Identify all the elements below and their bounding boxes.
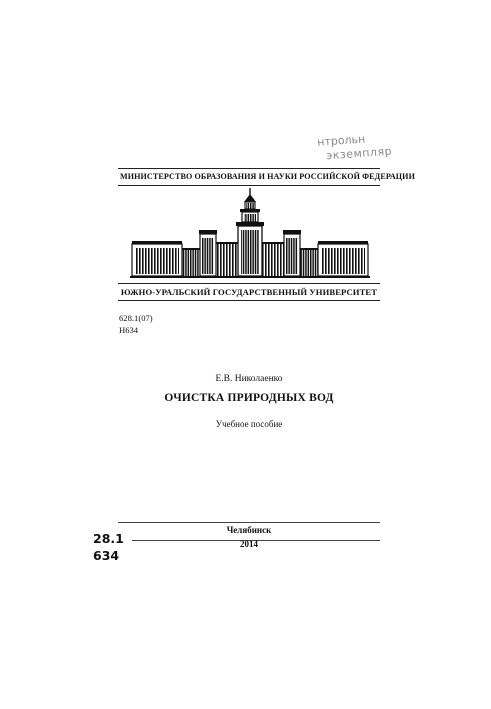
book-title: ОЧИСТКА ПРИРОДНЫХ ВОД — [164, 392, 334, 404]
footer-rule-top — [118, 522, 380, 523]
udc-code: 628.1(07) — [119, 313, 153, 323]
university-name: ЮЖНО-УРАЛЬСКИЙ ГОСУДАРСТВЕННЫЙ УНИВЕРСИТЕТ — [120, 287, 378, 297]
side-code-bottom: 634 — [93, 548, 120, 563]
university-building-icon — [130, 188, 370, 284]
stamp-line-1: нтрольн — [316, 132, 366, 149]
book-author: Е.В. Николаенко — [215, 374, 283, 384]
header-rule-bottom — [118, 185, 380, 186]
book-subtitle: Учебное пособие — [215, 419, 283, 429]
side-code-top: 28.1 — [93, 531, 124, 546]
header-rule-top — [118, 168, 380, 169]
author-mark: Н634 — [119, 325, 139, 335]
university-rule-top — [118, 283, 380, 284]
control-copy-stamp — [317, 130, 399, 171]
ministry-header: МИНИСТЕРСТВО ОБРАЗОВАНИЯ И НАУКИ РОССИЙСКОЙ ФЕДЕРАЦИИ — [120, 172, 415, 181]
publication-city: Челябинск — [226, 525, 272, 535]
publication-year: 2014 — [240, 539, 258, 549]
university-rule-bottom — [118, 300, 380, 301]
stamp-line-2: экземпляр — [325, 144, 393, 163]
